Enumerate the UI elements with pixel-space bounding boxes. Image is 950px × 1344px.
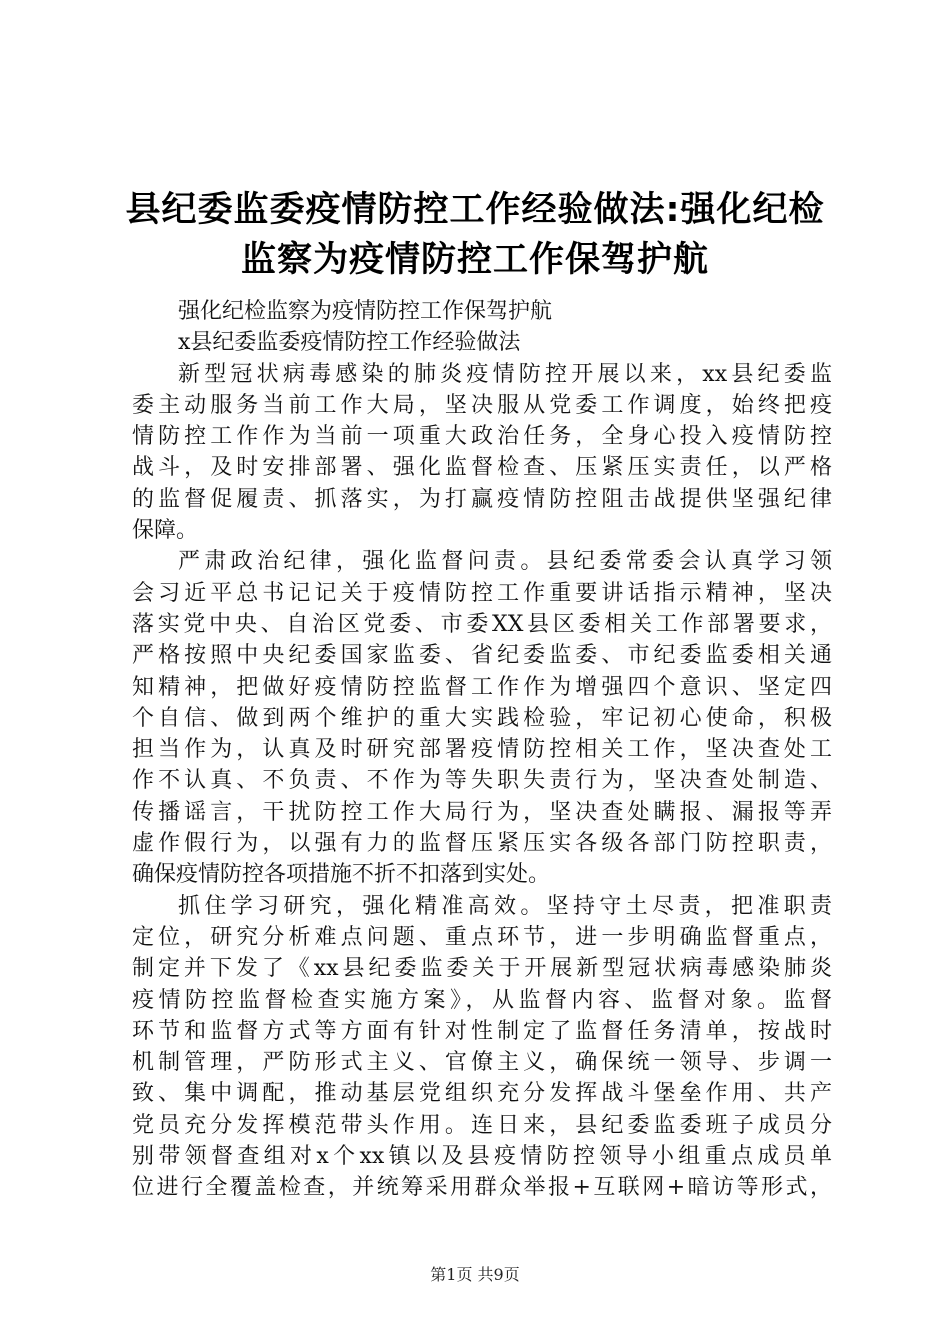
title-line-1: 县纪委监委疫情防控工作经验做法:强化纪检 — [125, 190, 825, 230]
body-line: 位进行全覆盖检查，并统筹采用群众举报+互联网+暗访等形式， — [132, 1175, 832, 1201]
body-line: 虚作假行为，以强有力的监督压紧压实各级各部门防控职责， — [132, 831, 832, 857]
title-line-2: 监察为疫情防控工作保驾护航 — [240, 240, 709, 280]
document-body — [132, 296, 832, 1204]
page-number-footer: 第1页 共9页 — [430, 1265, 520, 1284]
subtitle-line: 强化纪检监察为疫情防控工作保驾护航 — [178, 299, 553, 324]
body-line: 新型冠状病毒感染的肺炎疫情防控开展以来，xx县纪委监 — [178, 361, 832, 387]
body-line: 落实党中央、自治区党委、市委XX县区委相关工作部署要求， — [132, 611, 832, 637]
body-line: 党员充分发挥模范带头作用。连日来，县纪委监委班子成员分 — [132, 1112, 832, 1138]
body-line: 制定并下发了《xx县纪委监委关于开展新型冠状病毒感染肺炎 — [132, 956, 832, 982]
body-line: 传播谣言，干扰防控工作大局行为，坚决查处瞒报、漏报等弄 — [132, 799, 832, 825]
body-line: 环节和监督方式等方面有针对性制定了监督任务清单，按战时 — [132, 1018, 832, 1044]
body-line: 作不认真、不负责、不作为等失职失责行为，坚决查处制造、 — [132, 768, 832, 794]
body-line: 知精神，把做好疫情防控监督工作作为增强四个意识、坚定四 — [132, 674, 832, 700]
body-line: 严肃政治纪律，强化监督问责。县纪委常委会认真学习领 — [178, 549, 832, 575]
body-line: 抓住学习研究，强化精准高效。坚持守土尽责，把准职责 — [178, 893, 832, 919]
body-line: 别带领督查组对x个xx镇以及县疫情防控领导小组重点成员单 — [132, 1144, 832, 1170]
body-line: 情防控工作作为当前一项重大政治任务，全身心投入疫情防控 — [132, 424, 832, 450]
body-line: 确保疫情防控各项措施不折不扣落到实处。 — [132, 862, 551, 888]
body-line: 担当作为，认真及时研究部署疫情防控相关工作，坚决查处工 — [132, 737, 832, 763]
body-line: 会习近平总书记记关于疫情防控工作重要讲话指示精神，坚决 — [132, 580, 832, 606]
body-line: 严格按照中央纪委国家监委、省纪委监委、市纪委监委相关通 — [132, 643, 832, 669]
body-line: 保障。 — [132, 518, 199, 544]
body-line: 定位，研究分析难点问题、重点环节，进一步明确监督重点， — [132, 924, 832, 950]
subtitle-line: x县纪委监委疫情防控工作经验做法 — [178, 330, 521, 356]
body-line: 疫情防控监督检查实施方案》，从监督内容、监督对象。监督 — [132, 987, 832, 1013]
body-line: 个自信、做到两个维护的重大实践检验，牢记初心使命，积极 — [132, 705, 832, 731]
document-title — [110, 185, 840, 285]
body-line: 致、集中调配，推动基层党组织充分发挥战斗堡垒作用、共产 — [132, 1081, 832, 1107]
body-line: 委主动服务当前工作大局，坚决服从党委工作调度，始终把疫 — [132, 392, 832, 418]
body-line: 的监督促履责、抓落实，为打赢疫情防控阻击战提供坚强纪律 — [132, 486, 832, 512]
body-line: 机制管理，严防形式主义、官僚主义，确保统一领导、步调一 — [132, 1050, 832, 1076]
body-line: 战斗，及时安排部署、强化监督检查、压紧压实责任，以严格 — [132, 455, 832, 481]
